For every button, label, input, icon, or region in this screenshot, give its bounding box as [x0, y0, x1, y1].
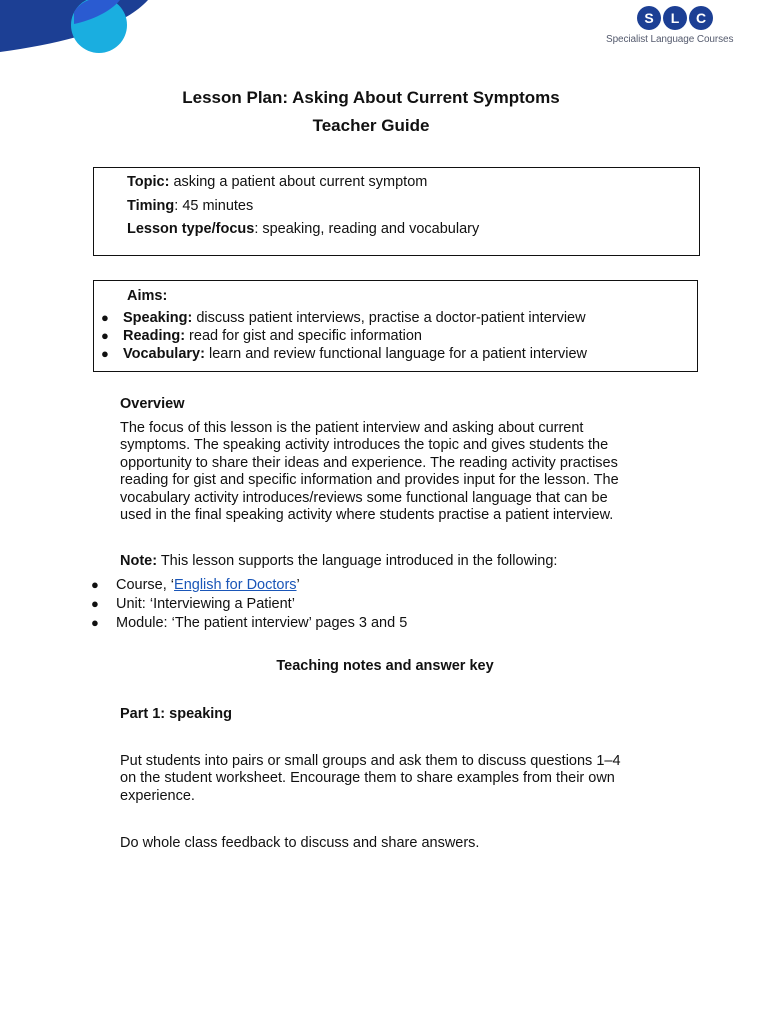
topic-line — [127, 174, 427, 190]
overview-line: opportunity to share their ideas and experience. The reading activity practises — [120, 454, 618, 471]
corner-decoration — [0, 0, 160, 60]
note-text: This lesson supports the language introduced in the following: — [157, 553, 558, 569]
english-for-doctors-link[interactable]: English for Doctors — [174, 577, 297, 593]
timing-label: Timing — [127, 198, 175, 214]
part1-line: on the student worksheet. Encourage them to share examples from their own — [120, 770, 615, 787]
overview-line: used in the final speaking activity where students practise a patient interview. — [120, 507, 614, 524]
overview-line: reading for gist and specific information and provides input for the lesson. The — [120, 472, 619, 489]
logo-letter-s: S — [637, 6, 661, 30]
bullet-icon: ● — [91, 577, 99, 592]
note-line — [120, 553, 557, 569]
lesson-type-line — [127, 221, 479, 237]
overview-line: symptoms. The speaking activity introduces the topic and gives students the — [120, 437, 609, 454]
lesson-info-box — [93, 167, 700, 256]
logo-letter-l: L — [663, 6, 687, 30]
course-suffix: ’ — [296, 577, 300, 593]
bullet-icon: ● — [101, 346, 109, 361]
teaching-notes-heading: Teaching notes and answer key — [276, 658, 494, 674]
aim-label: Vocabulary: — [123, 346, 205, 362]
overview-heading: Overview — [120, 396, 185, 412]
aims-heading: Aims: — [127, 288, 168, 304]
aim-label: Reading: — [123, 328, 186, 344]
bullet-icon: ● — [101, 328, 109, 343]
topic-value: asking a patient about current symptom — [169, 174, 428, 190]
logo-tagline: Specialist Language Courses — [606, 34, 734, 45]
aim-speaking — [123, 310, 586, 326]
note-label: Note: — [120, 553, 158, 569]
part1-heading: Part 1: speaking — [120, 706, 233, 722]
aim-text: read for gist and specific information — [185, 328, 422, 344]
bullet-icon: ● — [101, 310, 109, 325]
overview-line: vocabulary activity introduces/reviews some functional language that can be — [120, 489, 608, 506]
module-item: Module: ‘The patient interview’ pages 3 and 5 — [116, 615, 408, 631]
aim-text: discuss patient interviews, practise a doctor-patient interview — [192, 310, 586, 326]
bullet-icon: ● — [91, 615, 99, 630]
aims-box — [93, 280, 698, 372]
logo-mark — [637, 6, 746, 30]
part1-line: experience. — [120, 787, 195, 804]
timing-line — [127, 198, 253, 214]
overview-line: The focus of this lesson is the patient interview and asking about current — [120, 420, 584, 436]
part1-paragraph — [120, 753, 650, 805]
course-item — [116, 577, 300, 593]
lesson-type-label: Lesson type/focus — [127, 221, 255, 237]
topic-label: Topic: — [127, 174, 170, 190]
page-title: Lesson Plan: Asking About Current Symptoms — [182, 88, 560, 107]
aim-vocabulary — [123, 346, 587, 362]
timing-value: : 45 minutes — [174, 198, 254, 214]
aim-text: learn and review functional language for a patient interview — [204, 346, 588, 362]
overview-paragraph — [120, 420, 650, 524]
part1-feedback: Do whole class feedback to discuss and share answers. — [120, 835, 480, 851]
slc-logo — [606, 6, 746, 45]
page-subtitle: Teacher Guide — [312, 116, 430, 135]
lesson-type-value: : speaking, reading and vocabulary — [254, 221, 480, 237]
aim-label: Speaking: — [123, 310, 193, 326]
logo-letter-c: C — [689, 6, 713, 30]
aim-reading — [123, 328, 422, 344]
bullet-icon: ● — [91, 596, 99, 611]
course-prefix: Course, ‘ — [116, 577, 175, 593]
unit-item: Unit: ‘Interviewing a Patient’ — [116, 596, 295, 612]
part1-line: Put students into pairs or small groups and ask them to discuss questions 1–4 — [120, 753, 621, 769]
